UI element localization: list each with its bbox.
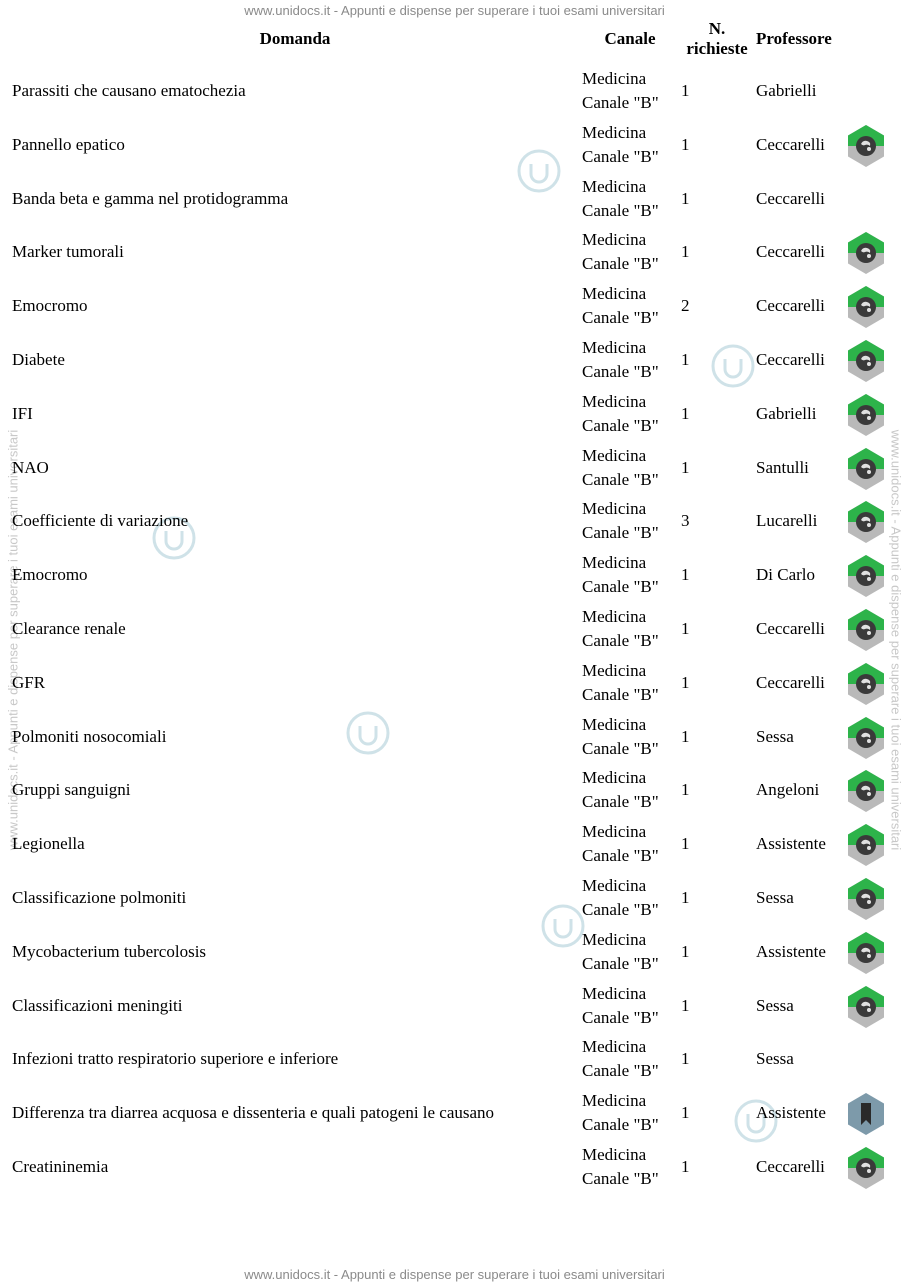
channel-cell xyxy=(582,766,659,814)
professor-name: Assistente xyxy=(756,834,826,854)
channel-cell xyxy=(582,444,659,492)
question-text: Clearance renale xyxy=(12,618,126,638)
channel-course: Medicina xyxy=(582,714,647,734)
request-count: 1 xyxy=(681,457,690,477)
table-row xyxy=(0,172,909,226)
channel-course: Medicina xyxy=(582,1091,647,1111)
bookmark-badge-icon xyxy=(846,1092,886,1136)
channel-cell xyxy=(582,551,659,599)
request-count: 2 xyxy=(681,296,690,316)
request-count: 1 xyxy=(681,1156,690,1176)
green-brain-badge-icon xyxy=(846,823,886,867)
watermark-footer: www.unidocs.it - Appunti e dispense per superare i tuoi esami universitari xyxy=(244,1267,665,1282)
request-count: 1 xyxy=(681,403,690,423)
green-brain-badge-icon xyxy=(846,447,886,491)
question-text: Marker tumorali xyxy=(12,242,124,262)
request-count: 3 xyxy=(681,511,690,531)
question-text: NAO xyxy=(12,457,49,477)
table-row xyxy=(0,925,909,979)
channel-course: Medicina xyxy=(582,176,647,196)
table-row xyxy=(0,1086,909,1140)
question-text: Banda beta e gamma nel protidogramma xyxy=(12,188,289,208)
green-brain-badge-icon xyxy=(846,769,886,813)
question-text: Pannello epatico xyxy=(12,134,125,154)
professor-name: Sessa xyxy=(756,1049,794,1069)
channel-name: Canale "B" xyxy=(582,254,659,274)
header-n-richieste: N. richieste xyxy=(686,19,748,58)
header-canale: Canale xyxy=(604,29,656,48)
channel-course: Medicina xyxy=(582,337,647,357)
green-brain-badge-icon xyxy=(846,554,886,598)
table-row xyxy=(0,763,909,817)
question-text: Mycobacterium tubercolosis xyxy=(12,941,207,961)
request-count: 1 xyxy=(681,780,690,800)
request-count: 1 xyxy=(681,941,690,961)
channel-name: Canale "B" xyxy=(582,1061,659,1081)
professor-name: Ceccarelli xyxy=(756,618,825,638)
request-count: 1 xyxy=(681,1049,690,1069)
professor-name: Ceccarelli xyxy=(756,349,825,369)
green-brain-badge-icon xyxy=(846,931,886,975)
channel-name: Canale "B" xyxy=(582,684,659,704)
question-text: GFR xyxy=(12,672,46,692)
question-text: Parassiti che causano ematochezia xyxy=(12,81,246,100)
question-text: Legionella xyxy=(12,834,85,854)
professor-name: Sessa xyxy=(756,995,794,1015)
table-row xyxy=(0,118,909,172)
channel-name: Canale "B" xyxy=(582,200,659,220)
channel-course: Medicina xyxy=(582,606,647,626)
professor-name: Angeloni xyxy=(756,780,820,800)
professor-name: Lucarelli xyxy=(756,511,818,531)
professor-name: Di Carlo xyxy=(756,565,816,585)
question-text: Diabete xyxy=(12,349,65,369)
green-brain-badge-icon xyxy=(846,231,886,275)
request-count: 1 xyxy=(681,672,690,692)
professor-name: Ceccarelli xyxy=(756,134,825,154)
table-row xyxy=(0,710,909,764)
professor-name: Assistente xyxy=(756,941,826,961)
channel-cell xyxy=(582,982,659,1030)
request-count: 1 xyxy=(681,349,690,369)
channel-name: Canale "B" xyxy=(582,361,659,381)
request-count: 1 xyxy=(681,1103,690,1123)
channel-course: Medicina xyxy=(582,1037,647,1057)
channel-name: Canale "B" xyxy=(582,1168,659,1188)
channel-course: Medicina xyxy=(582,822,647,842)
table-row xyxy=(0,979,909,1033)
channel-cell xyxy=(582,121,659,169)
channel-name: Canale "B" xyxy=(582,308,659,328)
channel-course: Medicina xyxy=(582,499,647,519)
table-row xyxy=(0,817,909,871)
channel-course: Medicina xyxy=(582,69,647,88)
channel-cell xyxy=(582,820,659,868)
table-row xyxy=(0,656,909,710)
question-text: Gruppi sanguigni xyxy=(12,780,131,800)
header-professore: Professore xyxy=(756,29,832,48)
table-row xyxy=(0,333,909,387)
green-brain-badge-icon xyxy=(846,716,886,760)
channel-cell xyxy=(582,336,659,384)
professor-name: Ceccarelli xyxy=(756,242,825,262)
professor-name: Ceccarelli xyxy=(756,188,825,208)
table-row xyxy=(0,548,909,602)
table-row xyxy=(0,279,909,333)
channel-cell xyxy=(582,175,659,223)
table-row xyxy=(0,64,909,118)
watermark-side-left: www.unidocs.it - Appunti e dispense per superare i tuoi esami universitari xyxy=(5,429,21,851)
green-brain-badge-icon xyxy=(846,124,886,168)
channel-cell xyxy=(582,928,659,976)
channel-name: Canale "B" xyxy=(582,899,659,919)
request-count: 1 xyxy=(681,565,690,585)
channel-course: Medicina xyxy=(582,1144,647,1164)
channel-cell xyxy=(582,497,659,545)
channel-name: Canale "B" xyxy=(582,577,659,597)
question-text: IFI xyxy=(12,403,33,423)
request-count: 1 xyxy=(681,134,690,154)
professor-name: Gabrielli xyxy=(756,81,817,100)
request-count: 1 xyxy=(681,834,690,854)
channel-cell xyxy=(582,282,659,330)
green-brain-badge-icon xyxy=(846,985,886,1029)
channel-cell xyxy=(582,228,659,276)
table-row xyxy=(0,871,909,925)
green-brain-badge-icon xyxy=(846,1146,886,1190)
channel-course: Medicina xyxy=(582,553,647,573)
green-brain-badge-icon xyxy=(846,285,886,329)
channel-course: Medicina xyxy=(582,768,647,788)
green-brain-badge-icon xyxy=(846,877,886,921)
channel-cell xyxy=(582,1089,659,1137)
channel-name: Canale "B" xyxy=(582,953,659,973)
channel-cell xyxy=(582,67,659,115)
channel-course: Medicina xyxy=(582,929,647,949)
questions-table xyxy=(0,64,909,1194)
channel-name: Canale "B" xyxy=(582,738,659,758)
channel-course: Medicina xyxy=(582,284,647,304)
professor-name: Sessa xyxy=(756,887,794,907)
question-text: Infezioni tratto respiratorio superiore e inferiore xyxy=(12,1049,339,1069)
question-text: Coefficiente di variazione xyxy=(12,511,189,531)
watermark-header: www.unidocs.it - Appunti e dispense per superare i tuoi esami universitari xyxy=(244,3,665,18)
channel-course: Medicina xyxy=(582,983,647,1003)
question-text: Emocromo xyxy=(12,565,88,585)
channel-course: Medicina xyxy=(582,875,647,895)
table-row xyxy=(0,1032,909,1086)
green-brain-badge-icon xyxy=(846,608,886,652)
channel-cell xyxy=(582,874,659,922)
watermark-side-right: www.unidocs.it - Appunti e dispense per superare i tuoi esami universitari xyxy=(888,429,904,851)
request-count: 1 xyxy=(681,887,690,907)
channel-cell xyxy=(582,1143,659,1191)
channel-name: Canale "B" xyxy=(582,93,659,112)
request-count: 1 xyxy=(681,242,690,262)
table-row xyxy=(0,441,909,495)
channel-course: Medicina xyxy=(582,391,647,411)
channel-cell xyxy=(582,605,659,653)
question-text: Classificazioni meningiti xyxy=(12,995,183,1015)
channel-name: Canale "B" xyxy=(582,1007,659,1027)
request-count: 1 xyxy=(681,995,690,1015)
green-brain-badge-icon xyxy=(846,339,886,383)
professor-name: Assistente xyxy=(756,1103,826,1123)
channel-name: Canale "B" xyxy=(582,146,659,166)
request-count: 1 xyxy=(681,81,690,100)
request-count: 1 xyxy=(681,726,690,746)
channel-name: Canale "B" xyxy=(582,1115,659,1135)
channel-name: Canale "B" xyxy=(582,469,659,489)
channel-name: Canale "B" xyxy=(582,415,659,435)
channel-course: Medicina xyxy=(582,230,647,250)
table-row xyxy=(0,1140,909,1194)
table-row xyxy=(0,494,909,548)
professor-name: Ceccarelli xyxy=(756,1156,825,1176)
green-brain-badge-icon xyxy=(846,500,886,544)
channel-cell xyxy=(582,1035,659,1083)
channel-name: Canale "B" xyxy=(582,523,659,543)
green-brain-badge-icon xyxy=(846,393,886,437)
channel-name: Canale "B" xyxy=(582,792,659,812)
green-brain-badge-icon xyxy=(846,662,886,706)
channel-course: Medicina xyxy=(582,445,647,465)
channel-name: Canale "B" xyxy=(582,846,659,866)
channel-cell xyxy=(582,390,659,438)
professor-name: Ceccarelli xyxy=(756,672,825,692)
channel-name: Canale "B" xyxy=(582,630,659,650)
channel-course: Medicina xyxy=(582,660,647,680)
professor-name: Gabrielli xyxy=(756,403,817,423)
table-row xyxy=(0,602,909,656)
professor-name: Santulli xyxy=(756,457,809,477)
question-text: Differenza tra diarrea acquosa e dissenteria e quali patogeni le causano xyxy=(12,1103,495,1123)
request-count: 1 xyxy=(681,188,690,208)
question-text: Emocromo xyxy=(12,296,88,316)
table-row xyxy=(0,225,909,279)
professor-name: Sessa xyxy=(756,726,794,746)
question-text: Classificazione polmoniti xyxy=(12,887,187,907)
question-text: Creatininemia xyxy=(12,1156,109,1176)
channel-cell xyxy=(582,713,659,761)
header-domanda: Domanda xyxy=(259,29,331,48)
request-count: 1 xyxy=(681,618,690,638)
channel-cell xyxy=(582,659,659,707)
question-text: Polmoniti nosocomiali xyxy=(12,726,167,746)
table-row xyxy=(0,387,909,441)
professor-name: Ceccarelli xyxy=(756,296,825,316)
channel-course: Medicina xyxy=(582,122,647,142)
